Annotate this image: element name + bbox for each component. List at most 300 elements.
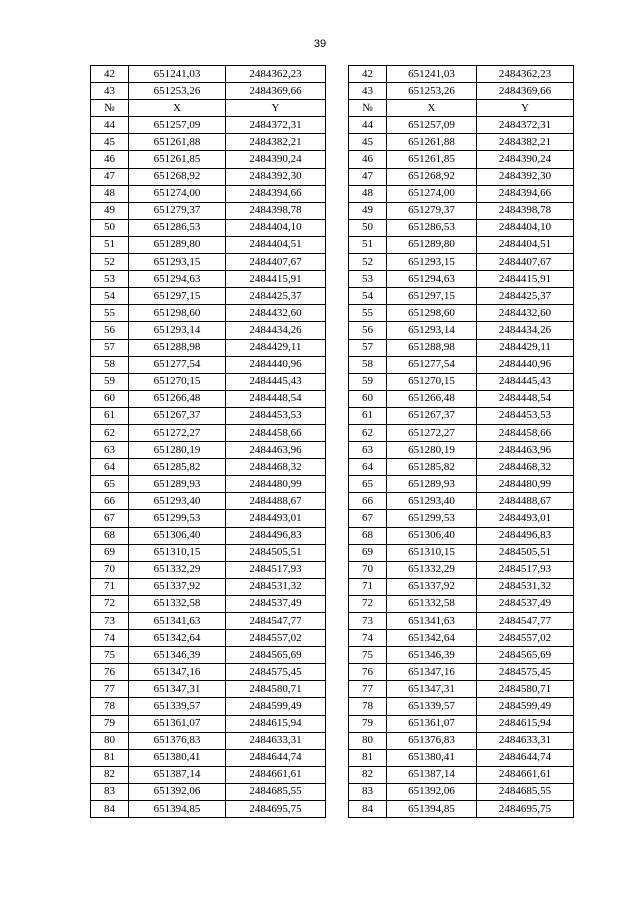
left-point-number: 56	[91, 322, 129, 339]
right-y-coordinate: 2484458,66	[477, 424, 574, 441]
table-gap	[326, 271, 349, 288]
left-point-number: 75	[91, 647, 129, 664]
table-gap	[326, 322, 349, 339]
left-x-coordinate: 651347,31	[129, 681, 226, 698]
table-gap	[326, 288, 349, 305]
right-x-coordinate: 651337,92	[387, 578, 477, 595]
right-header-y: Y	[477, 100, 574, 117]
left-point-number: 72	[91, 595, 129, 612]
left-x-coordinate: 651339,57	[129, 698, 226, 715]
right-y-coordinate: 2484404,51	[477, 236, 574, 253]
right-x-coordinate: 651267,37	[387, 407, 477, 424]
right-y-coordinate: 2484463,96	[477, 442, 574, 459]
left-point-number: 57	[91, 339, 129, 356]
right-point-number: 75	[349, 647, 387, 664]
right-x-coordinate: 651268,92	[387, 168, 477, 185]
left-x-coordinate: 651277,54	[129, 356, 226, 373]
table-gap	[326, 715, 349, 732]
left-x-coordinate: 651299,53	[129, 510, 226, 527]
left-point-number: 77	[91, 681, 129, 698]
left-point-number: 46	[91, 151, 129, 168]
left-x-coordinate: 651293,40	[129, 493, 226, 510]
right-y-coordinate: 2484407,67	[477, 254, 574, 271]
left-x-coordinate: 651286,53	[129, 219, 226, 236]
right-point-number: 63	[349, 442, 387, 459]
left-x-coordinate: 651387,14	[129, 766, 226, 783]
table-row	[91, 407, 574, 424]
table-gap	[326, 664, 349, 681]
table-gap	[326, 117, 349, 134]
table-gap	[326, 134, 349, 151]
right-y-coordinate: 2484415,91	[477, 271, 574, 288]
left-y-coordinate: 2484440,96	[226, 356, 326, 373]
right-point-number: 45	[349, 134, 387, 151]
left-x-coordinate: 651270,15	[129, 373, 226, 390]
right-point-number: 61	[349, 407, 387, 424]
right-point-number: 84	[349, 801, 387, 818]
left-x-coordinate: 651394,85	[129, 801, 226, 818]
table-row	[91, 339, 574, 356]
right-point-number: 56	[349, 322, 387, 339]
left-x-coordinate: 651310,15	[129, 544, 226, 561]
right-point-number: 82	[349, 766, 387, 783]
left-y-coordinate: 2484547,77	[226, 613, 326, 630]
left-y-coordinate: 2484493,01	[226, 510, 326, 527]
table-row	[91, 83, 574, 100]
right-x-coordinate: 651241,03	[387, 66, 477, 83]
right-x-coordinate: 651376,83	[387, 732, 477, 749]
right-y-coordinate: 2484517,93	[477, 561, 574, 578]
table-gap	[326, 236, 349, 253]
left-point-number: 51	[91, 236, 129, 253]
right-point-number: 53	[349, 271, 387, 288]
table-row	[91, 373, 574, 390]
right-x-coordinate: 651280,19	[387, 442, 477, 459]
left-x-coordinate: 651293,15	[129, 254, 226, 271]
right-point-number: 54	[349, 288, 387, 305]
right-point-number: 68	[349, 527, 387, 544]
left-x-coordinate: 651279,37	[129, 202, 226, 219]
left-y-coordinate: 2484390,24	[226, 151, 326, 168]
left-y-coordinate: 2484480,99	[226, 476, 326, 493]
table-gap	[326, 151, 349, 168]
right-x-coordinate: 651387,14	[387, 766, 477, 783]
table-row	[91, 66, 574, 83]
left-point-number: 83	[91, 783, 129, 800]
table-gap	[326, 595, 349, 612]
left-point-number: 81	[91, 749, 129, 766]
right-y-coordinate: 2484531,32	[477, 578, 574, 595]
right-y-coordinate: 2484369,66	[477, 83, 574, 100]
right-point-number: 46	[349, 151, 387, 168]
right-y-coordinate: 2484599,49	[477, 698, 574, 715]
table-gap	[326, 544, 349, 561]
left-point-number: 65	[91, 476, 129, 493]
right-x-coordinate: 651306,40	[387, 527, 477, 544]
left-y-coordinate: 2484661,61	[226, 766, 326, 783]
table-row	[91, 322, 574, 339]
left-y-coordinate: 2484685,55	[226, 783, 326, 800]
left-point-number: 59	[91, 373, 129, 390]
right-x-coordinate: 651261,85	[387, 151, 477, 168]
right-y-coordinate: 2484425,37	[477, 288, 574, 305]
table-row	[91, 801, 574, 818]
left-x-coordinate: 651337,92	[129, 578, 226, 595]
left-y-coordinate: 2484392,30	[226, 168, 326, 185]
left-y-coordinate: 2484565,69	[226, 647, 326, 664]
left-x-coordinate: 651376,83	[129, 732, 226, 749]
right-x-coordinate: 651270,15	[387, 373, 477, 390]
left-x-coordinate: 651257,09	[129, 117, 226, 134]
table-gap	[326, 561, 349, 578]
right-y-coordinate: 2484445,43	[477, 373, 574, 390]
right-y-coordinate: 2484685,55	[477, 783, 574, 800]
left-y-coordinate: 2484448,54	[226, 390, 326, 407]
right-y-coordinate: 2484695,75	[477, 801, 574, 818]
right-y-coordinate: 2484565,69	[477, 647, 574, 664]
table-row	[91, 527, 574, 544]
left-y-coordinate: 2484599,49	[226, 698, 326, 715]
left-y-coordinate: 2484382,21	[226, 134, 326, 151]
left-point-number: 49	[91, 202, 129, 219]
left-y-coordinate: 2484531,32	[226, 578, 326, 595]
left-x-coordinate: 651261,88	[129, 134, 226, 151]
right-point-number: 49	[349, 202, 387, 219]
left-y-coordinate: 2484369,66	[226, 83, 326, 100]
right-y-coordinate: 2484362,23	[477, 66, 574, 83]
table-row	[91, 168, 574, 185]
coordinate-table	[90, 65, 574, 818]
right-x-coordinate: 651347,16	[387, 664, 477, 681]
table-gap	[326, 442, 349, 459]
table-gap	[326, 185, 349, 202]
right-point-number: 80	[349, 732, 387, 749]
right-x-coordinate: 651332,29	[387, 561, 477, 578]
left-point-number: 73	[91, 613, 129, 630]
right-point-number: 59	[349, 373, 387, 390]
left-point-number: 63	[91, 442, 129, 459]
right-y-coordinate: 2484644,74	[477, 749, 574, 766]
table-row	[91, 783, 574, 800]
left-y-coordinate: 2484458,66	[226, 424, 326, 441]
right-x-coordinate: 651392,06	[387, 783, 477, 800]
right-point-number: 71	[349, 578, 387, 595]
table-header-row	[91, 100, 574, 117]
right-x-coordinate: 651346,39	[387, 647, 477, 664]
right-point-number: 48	[349, 185, 387, 202]
table-gap	[326, 424, 349, 441]
right-y-coordinate: 2484661,61	[477, 766, 574, 783]
left-x-coordinate: 651306,40	[129, 527, 226, 544]
right-point-number: 65	[349, 476, 387, 493]
table-row	[91, 681, 574, 698]
table-gap	[326, 801, 349, 818]
right-x-coordinate: 651266,48	[387, 390, 477, 407]
right-y-coordinate: 2484404,10	[477, 219, 574, 236]
table-gap	[326, 66, 349, 83]
table-row	[91, 151, 574, 168]
table-gap	[326, 219, 349, 236]
left-point-number: 44	[91, 117, 129, 134]
right-x-coordinate: 651342,64	[387, 630, 477, 647]
left-header-x: X	[129, 100, 226, 117]
right-x-coordinate: 651289,80	[387, 236, 477, 253]
right-x-coordinate: 651293,14	[387, 322, 477, 339]
right-x-coordinate: 651347,31	[387, 681, 477, 698]
left-x-coordinate: 651289,93	[129, 476, 226, 493]
left-x-coordinate: 651346,39	[129, 647, 226, 664]
table-row	[91, 510, 574, 527]
right-y-coordinate: 2484488,67	[477, 493, 574, 510]
left-point-number: 68	[91, 527, 129, 544]
table-row	[91, 476, 574, 493]
right-y-coordinate: 2484440,96	[477, 356, 574, 373]
left-point-number: 76	[91, 664, 129, 681]
table-row	[91, 715, 574, 732]
left-point-number: 62	[91, 424, 129, 441]
right-x-coordinate: 651277,54	[387, 356, 477, 373]
right-x-coordinate: 651289,93	[387, 476, 477, 493]
left-y-coordinate: 2484425,37	[226, 288, 326, 305]
right-x-coordinate: 651274,00	[387, 185, 477, 202]
left-point-number: 70	[91, 561, 129, 578]
right-point-number: 47	[349, 168, 387, 185]
right-x-coordinate: 651285,82	[387, 459, 477, 476]
right-point-number: 78	[349, 698, 387, 715]
right-x-coordinate: 651286,53	[387, 219, 477, 236]
table-row	[91, 356, 574, 373]
right-x-coordinate: 651294,63	[387, 271, 477, 288]
left-y-coordinate: 2484695,75	[226, 801, 326, 818]
right-y-coordinate: 2484394,66	[477, 185, 574, 202]
left-x-coordinate: 651298,60	[129, 305, 226, 322]
right-x-coordinate: 651394,85	[387, 801, 477, 818]
table-row	[91, 236, 574, 253]
left-y-coordinate: 2484445,43	[226, 373, 326, 390]
table-row	[91, 493, 574, 510]
right-y-coordinate: 2484615,94	[477, 715, 574, 732]
right-x-coordinate: 651310,15	[387, 544, 477, 561]
left-point-number: 42	[91, 66, 129, 83]
table-row	[91, 647, 574, 664]
right-point-number: 81	[349, 749, 387, 766]
left-point-number: 52	[91, 254, 129, 271]
left-y-coordinate: 2484404,51	[226, 236, 326, 253]
right-point-number: 79	[349, 715, 387, 732]
right-point-number: 58	[349, 356, 387, 373]
right-y-coordinate: 2484557,02	[477, 630, 574, 647]
left-y-coordinate: 2484434,26	[226, 322, 326, 339]
left-point-number: 54	[91, 288, 129, 305]
left-header-no: №	[91, 100, 129, 117]
table-gap	[326, 356, 349, 373]
table-row	[91, 117, 574, 134]
left-point-number: 48	[91, 185, 129, 202]
left-y-coordinate: 2484575,45	[226, 664, 326, 681]
left-y-coordinate: 2484633,31	[226, 732, 326, 749]
left-y-coordinate: 2484488,67	[226, 493, 326, 510]
left-y-coordinate: 2484407,67	[226, 254, 326, 271]
right-point-number: 60	[349, 390, 387, 407]
left-y-coordinate: 2484557,02	[226, 630, 326, 647]
right-y-coordinate: 2484537,49	[477, 595, 574, 612]
table-row	[91, 664, 574, 681]
right-x-coordinate: 651339,57	[387, 698, 477, 715]
table-row	[91, 390, 574, 407]
left-x-coordinate: 651261,85	[129, 151, 226, 168]
page-number: 39	[313, 38, 327, 50]
left-y-coordinate: 2484453,53	[226, 407, 326, 424]
left-y-coordinate: 2484468,32	[226, 459, 326, 476]
table-gap	[326, 698, 349, 715]
table-row	[91, 544, 574, 561]
left-point-number: 64	[91, 459, 129, 476]
left-y-coordinate: 2484394,66	[226, 185, 326, 202]
table-row	[91, 578, 574, 595]
table-gap	[326, 459, 349, 476]
right-point-number: 42	[349, 66, 387, 83]
right-header-no: №	[349, 100, 387, 117]
table-row	[91, 185, 574, 202]
left-point-number: 69	[91, 544, 129, 561]
right-point-number: 74	[349, 630, 387, 647]
right-point-number: 77	[349, 681, 387, 698]
table-row	[91, 424, 574, 441]
left-y-coordinate: 2484432,60	[226, 305, 326, 322]
right-y-coordinate: 2484633,31	[477, 732, 574, 749]
table-gap	[326, 647, 349, 664]
right-x-coordinate: 651272,27	[387, 424, 477, 441]
right-point-number: 44	[349, 117, 387, 134]
table-gap	[326, 510, 349, 527]
right-point-number: 72	[349, 595, 387, 612]
right-point-number: 50	[349, 219, 387, 236]
coordinate-table-body	[91, 66, 574, 818]
left-point-number: 43	[91, 83, 129, 100]
right-x-coordinate: 651257,09	[387, 117, 477, 134]
left-x-coordinate: 651293,14	[129, 322, 226, 339]
left-x-coordinate: 651392,06	[129, 783, 226, 800]
right-x-coordinate: 651297,15	[387, 288, 477, 305]
right-x-coordinate: 651380,41	[387, 749, 477, 766]
right-y-coordinate: 2484505,51	[477, 544, 574, 561]
left-x-coordinate: 651332,58	[129, 595, 226, 612]
left-y-coordinate: 2484537,49	[226, 595, 326, 612]
right-x-coordinate: 651361,07	[387, 715, 477, 732]
table-gap	[326, 783, 349, 800]
table-row	[91, 202, 574, 219]
right-y-coordinate: 2484432,60	[477, 305, 574, 322]
right-x-coordinate: 651279,37	[387, 202, 477, 219]
table-gap	[326, 749, 349, 766]
left-point-number: 78	[91, 698, 129, 715]
right-point-number: 51	[349, 236, 387, 253]
left-x-coordinate: 651253,26	[129, 83, 226, 100]
table-gap	[326, 305, 349, 322]
right-point-number: 43	[349, 83, 387, 100]
left-x-coordinate: 651272,27	[129, 424, 226, 441]
right-y-coordinate: 2484547,77	[477, 613, 574, 630]
right-x-coordinate: 651298,60	[387, 305, 477, 322]
right-header-x: X	[387, 100, 477, 117]
table-row	[91, 732, 574, 749]
left-header-y: Y	[226, 100, 326, 117]
left-x-coordinate: 651332,29	[129, 561, 226, 578]
right-x-coordinate: 651341,63	[387, 613, 477, 630]
table-gap	[326, 766, 349, 783]
left-point-number: 58	[91, 356, 129, 373]
left-y-coordinate: 2484372,31	[226, 117, 326, 134]
right-point-number: 67	[349, 510, 387, 527]
left-point-number: 50	[91, 219, 129, 236]
left-x-coordinate: 651342,64	[129, 630, 226, 647]
right-y-coordinate: 2484398,78	[477, 202, 574, 219]
right-y-coordinate: 2484580,71	[477, 681, 574, 698]
left-x-coordinate: 651341,63	[129, 613, 226, 630]
table-gap	[326, 100, 349, 117]
left-y-coordinate: 2484404,10	[226, 219, 326, 236]
right-y-coordinate: 2484429,11	[477, 339, 574, 356]
right-point-number: 64	[349, 459, 387, 476]
left-point-number: 84	[91, 801, 129, 818]
left-point-number: 74	[91, 630, 129, 647]
table-gap	[326, 732, 349, 749]
right-point-number: 69	[349, 544, 387, 561]
left-point-number: 60	[91, 390, 129, 407]
left-x-coordinate: 651294,63	[129, 271, 226, 288]
table-gap	[326, 339, 349, 356]
right-point-number: 73	[349, 613, 387, 630]
table-row	[91, 134, 574, 151]
left-point-number: 53	[91, 271, 129, 288]
left-y-coordinate: 2484580,71	[226, 681, 326, 698]
left-y-coordinate: 2484415,91	[226, 271, 326, 288]
left-x-coordinate: 651288,98	[129, 339, 226, 356]
table-row	[91, 630, 574, 647]
left-point-number: 80	[91, 732, 129, 749]
table-row	[91, 459, 574, 476]
left-y-coordinate: 2484496,83	[226, 527, 326, 544]
right-point-number: 76	[349, 664, 387, 681]
right-y-coordinate: 2484453,53	[477, 407, 574, 424]
table-gap	[326, 168, 349, 185]
table-gap	[326, 407, 349, 424]
right-y-coordinate: 2484372,31	[477, 117, 574, 134]
left-y-coordinate: 2484362,23	[226, 66, 326, 83]
left-point-number: 67	[91, 510, 129, 527]
left-x-coordinate: 651297,15	[129, 288, 226, 305]
right-point-number: 70	[349, 561, 387, 578]
left-point-number: 47	[91, 168, 129, 185]
table-row	[91, 749, 574, 766]
table-row	[91, 219, 574, 236]
left-point-number: 61	[91, 407, 129, 424]
left-x-coordinate: 651347,16	[129, 664, 226, 681]
table-row	[91, 288, 574, 305]
table-gap	[326, 373, 349, 390]
right-x-coordinate: 651299,53	[387, 510, 477, 527]
table-row	[91, 254, 574, 271]
left-y-coordinate: 2484644,74	[226, 749, 326, 766]
right-y-coordinate: 2484382,21	[477, 134, 574, 151]
right-y-coordinate: 2484392,30	[477, 168, 574, 185]
table-row	[91, 766, 574, 783]
right-point-number: 55	[349, 305, 387, 322]
left-y-coordinate: 2484398,78	[226, 202, 326, 219]
right-y-coordinate: 2484493,01	[477, 510, 574, 527]
table-gap	[326, 254, 349, 271]
right-y-coordinate: 2484448,54	[477, 390, 574, 407]
